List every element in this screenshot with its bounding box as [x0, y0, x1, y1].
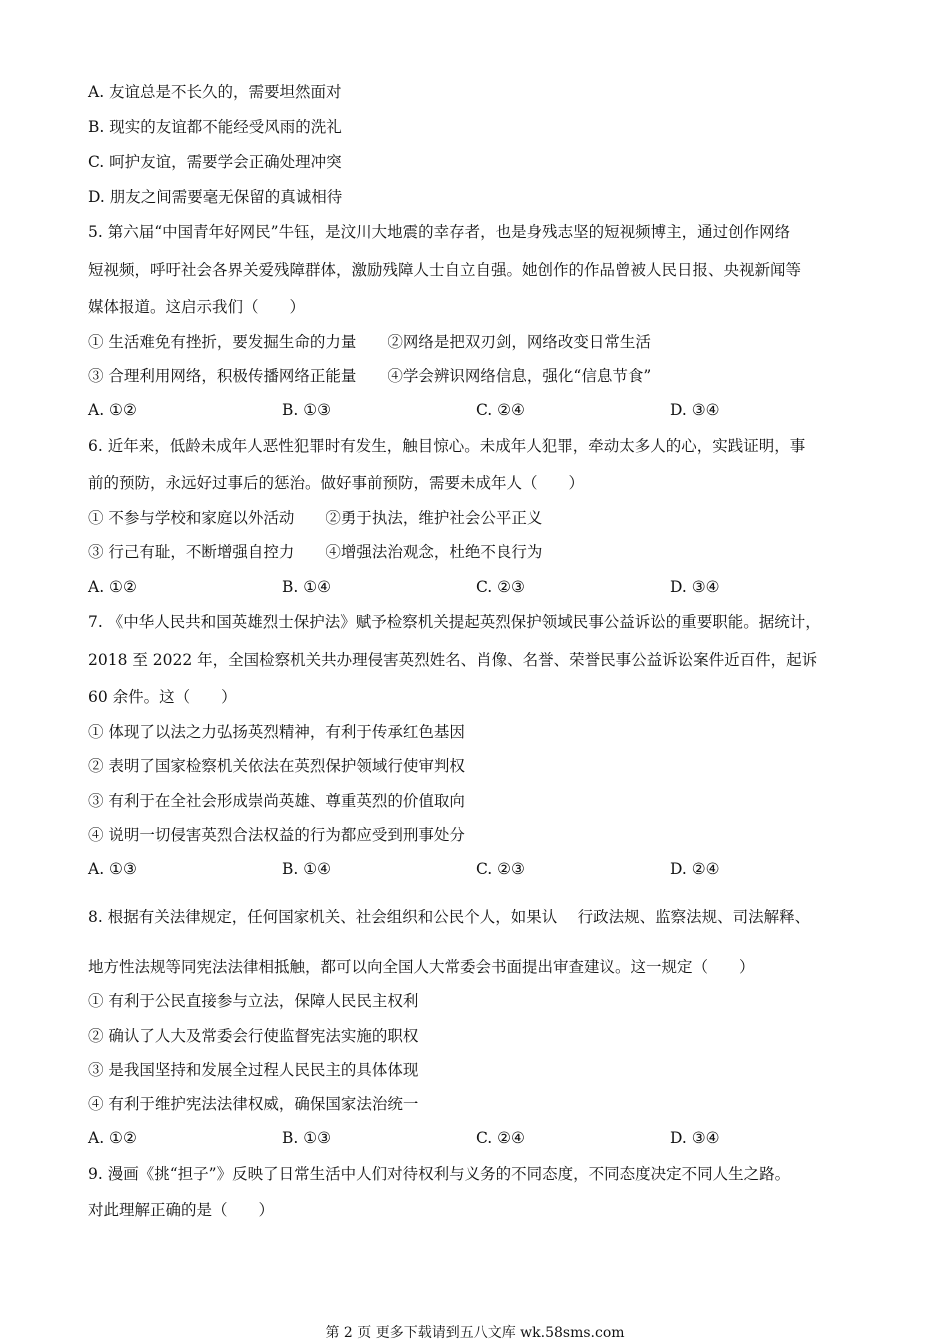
q7-statement: ① 体现了以法之力弘扬英烈精神，有利于传承红色基因	[88, 723, 465, 741]
q8-statement: ④ 有利于维护宪法法律权威，确保国家法治统一	[88, 1095, 419, 1113]
q8-choice-c: C. ②④	[476, 1129, 525, 1147]
q5-stem-line: 媒体报道。这启示我们（ ）	[88, 298, 306, 316]
q6-stem-line: 6. 近年来，低龄未成年人恶性犯罪时有发生，触目惊心。未成年人犯罪，牵动太多人的心，实践证明，事	[88, 437, 806, 455]
q5-choice-c: C. ②④	[476, 401, 525, 419]
q9-stem-line: 对此理解正确的是（ ）	[88, 1201, 275, 1219]
q7-stem-line: 2018 至 2022 年，全国检察机关共办理侵害英烈姓名、肖像、名誉、荣誉民事公益诉讼案件近百件，起诉	[88, 651, 818, 669]
q5-statement: ① 生活难免有挫折，要发掘生命的力量 ②网络是把双刃剑，网络改变日常生活	[88, 333, 651, 351]
q6-stem-line: 前的预防，永远好过事后的惩治。做好事前预防，需要未成年人（ ）	[88, 474, 585, 492]
q7-choice-d: D. ②④	[670, 860, 720, 878]
q5-choice-d: D. ③④	[670, 401, 720, 419]
q4-option-a: A. 友谊总是不长久的，需要坦然面对	[88, 83, 342, 101]
q7-choice-a: A. ①③	[88, 860, 137, 878]
q8-stem-line: 地方性法规等同宪法法律相抵触，都可以向全国人大常委会书面提出审查建议。这一规定（ ）	[88, 958, 755, 976]
q7-stem-line: 60 余件。这（ ）	[88, 688, 237, 706]
q7-choice-c: C. ②③	[476, 860, 525, 878]
q7-statement: ④ 说明一切侵害英烈合法权益的行为都应受到刑事处分	[88, 826, 465, 844]
q6-choice-b: B. ①④	[282, 578, 332, 596]
q7-choice-b: B. ①④	[282, 860, 332, 878]
q7-stem-line: 7. 《中华人民共和国英雄烈士保护法》赋予检察机关提起英烈保护领域民事公益诉讼的重要职能。据统计，	[88, 613, 821, 631]
q6-choice-c: C. ②③	[476, 578, 525, 596]
q5-choice-b: B. ①③	[282, 401, 332, 419]
page-footer: 第 2 页 更多下载请到五八文库 wk.58sms.com	[325, 1325, 625, 1341]
q9-stem-line: 9. 漫画《挑“担子”》反映了日常生活中人们对待权利与义务的不同态度，不同态度决定不同人生之路。	[88, 1165, 791, 1183]
q8-stem-line: 8. 根据有关法律规定，任何国家机关、社会组织和公民个人，如果认 行政法规、监察法规、司法解释、	[88, 908, 811, 926]
q5-choice-a: A. ①②	[88, 401, 137, 419]
q8-choice-d: D. ③④	[670, 1129, 720, 1147]
q6-choice-a: A. ①②	[88, 578, 137, 596]
q7-statement: ③ 有利于在全社会形成崇尚英雄、尊重英烈的价值取向	[88, 792, 465, 810]
q6-statement: ① 不参与学校和家庭以外活动 ②勇于执法，维护社会公平正义	[88, 509, 543, 527]
q8-statement: ② 确认了人大及常委会行使监督宪法实施的职权	[88, 1027, 419, 1045]
q8-statement: ③ 是我国坚持和发展全过程人民民主的具体体现	[88, 1061, 419, 1079]
q4-option-c: C. 呵护友谊，需要学会正确处理冲突	[88, 153, 342, 171]
q4-option-b: B. 现实的友谊都不能经受风雨的洗礼	[88, 118, 342, 136]
q8-choice-b: B. ①③	[282, 1129, 332, 1147]
q5-statement: ③ 合理利用网络，积极传播网络正能量 ④学会辨识网络信息，强化“信息节食”	[88, 367, 652, 385]
q6-choice-d: D. ③④	[670, 578, 720, 596]
q5-stem-line: 短视频，呼吁社会各界关爱残障群体，激励残障人士自立自强。她创作的作品曾被人民日报、央视新闻等	[88, 261, 802, 279]
q8-statement: ① 有利于公民直接参与立法，保障人民民主权利	[88, 992, 419, 1010]
q6-statement: ③ 行己有耻，不断增强自控力 ④增强法治观念，杜绝不良行为	[88, 543, 543, 561]
q4-option-d: D. 朋友之间需要毫无保留的真诚相待	[88, 188, 343, 206]
q8-choice-a: A. ①②	[88, 1129, 137, 1147]
q5-stem-line: 5. 第六届“中国青年好网民”牛钰，是汶川大地震的幸存者，也是身残志坚的短视频博主，通过创作网络	[88, 223, 791, 241]
q7-statement: ② 表明了国家检察机关依法在英烈保护领域行使审判权	[88, 757, 465, 775]
